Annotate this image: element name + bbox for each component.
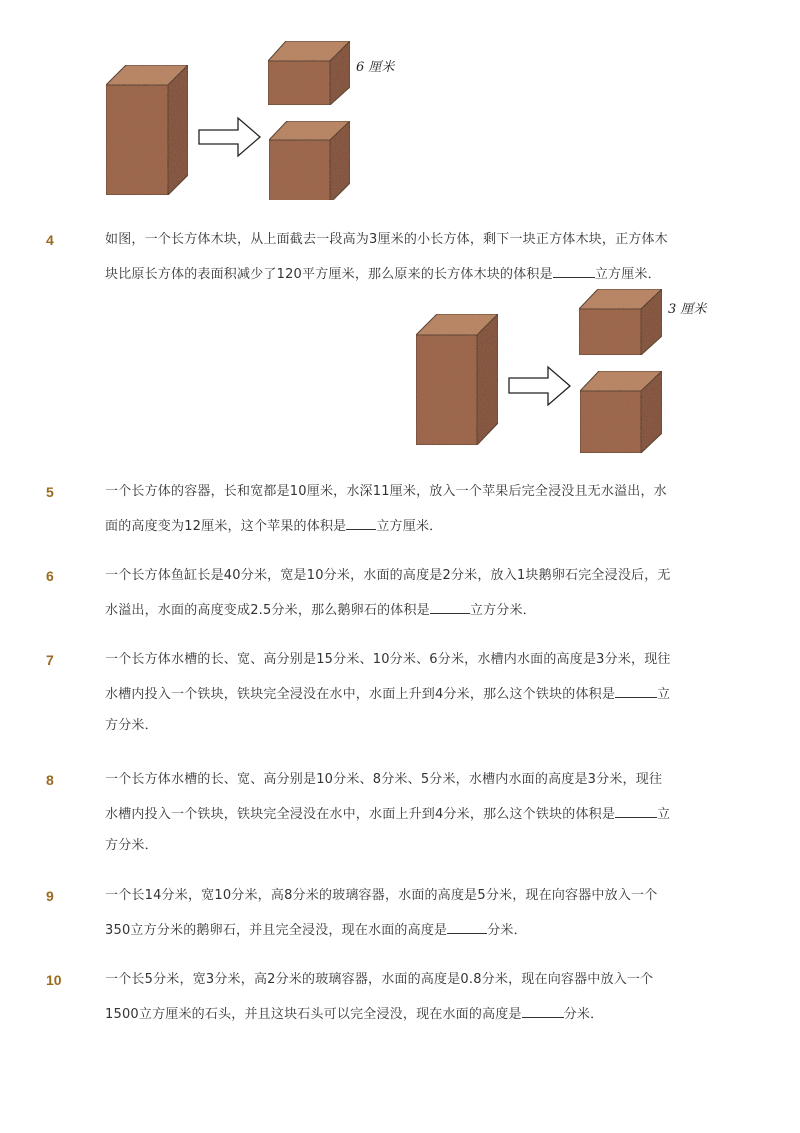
answer-blank[interactable]	[553, 263, 595, 278]
question-text: 1500立方厘米的石头，并且这块石头可以完全浸没，现在水面的高度是	[105, 1007, 522, 1022]
cube-bottom	[269, 121, 350, 200]
question-text-unit: 立	[657, 687, 671, 702]
question-text-unit: 立	[657, 807, 671, 822]
small-box-top	[268, 41, 350, 105]
question-text: 方分米．	[105, 838, 158, 853]
question-line	[105, 650, 671, 670]
figure-1	[100, 35, 420, 200]
question-line	[105, 683, 670, 705]
question-text: 350立方分米的鹅卵石，并且完全浸没，现在水面的高度是	[105, 923, 448, 938]
question-text-unit: 立方厘米．	[376, 519, 443, 534]
question-text: 一个长方体的容器，长和宽都是10厘米，水深11厘米，放入一个苹果后完全浸没且无水溢出，水	[105, 484, 667, 499]
answer-blank[interactable]	[615, 803, 657, 818]
arrow-icon	[199, 118, 260, 156]
cube-bottom	[580, 371, 662, 453]
answer-blank[interactable]	[522, 1003, 564, 1018]
question-line	[105, 599, 536, 621]
question-text: 水槽内投入一个铁块，铁块完全浸没在水中，水面上升到4分米，那么这个铁块的体积是	[105, 687, 616, 702]
question-text-unit: 立方厘米．	[594, 267, 661, 282]
question-line	[105, 919, 527, 941]
question-text: 一个长5分米，宽3分米，高2分米的玻璃容器，水面的高度是0.8分米，现在向容器中放入一个	[105, 972, 654, 987]
question-text: 一个长方体水槽的长、宽、高分别是10分米、8分米、5分米，水槽内水面的高度是3分米，现往	[105, 772, 663, 787]
small-box-top	[579, 289, 662, 355]
question-text: 一个长方体水槽的长、宽、高分别是15分米、10分米、6分米，水槽内水面的高度是3分米，现往	[105, 652, 671, 667]
question-line	[105, 886, 657, 906]
question-text: 块比原长方体的表面积减少了120平方厘米，那么原来的长方体木块的体积是	[105, 267, 553, 282]
arrow-icon	[509, 367, 570, 405]
answer-blank[interactable]	[430, 599, 470, 614]
question-number: 5	[46, 484, 54, 500]
question-text-unit: 立方分米．	[469, 603, 536, 618]
answer-blank[interactable]	[615, 683, 657, 698]
question-text: 如图，一个长方体木块，从上面截去一段高为3厘米的小长方体，剩下一块正方体木块，正方体木	[105, 232, 668, 247]
tall-box	[106, 65, 188, 195]
question-number: 10	[46, 972, 62, 988]
question-line	[105, 803, 670, 825]
question-line	[105, 566, 671, 586]
question-text-unit: 分米．	[487, 923, 527, 938]
question-text: 水槽内投入一个铁块，铁块完全浸没在水中，水面上升到4分米，那么这个铁块的体积是	[105, 807, 616, 822]
question-number: 6	[46, 568, 54, 584]
question-text-unit: 分米．	[563, 1007, 604, 1022]
question-text: 一个长14分米，宽10分米，高8分米的玻璃容器，水面的高度是5分米，现在向容器中放入一个	[105, 888, 658, 903]
question-number: 7	[46, 652, 54, 668]
question-line	[105, 1003, 603, 1025]
dimension-label-6cm: 6 厘米	[356, 60, 395, 75]
question-line	[105, 716, 158, 736]
question-line	[105, 970, 653, 990]
question-text: 水溢出，水面的高度变成2.5分米，那么鹅卵石的体积是	[105, 603, 430, 618]
question-line	[105, 515, 442, 537]
question-line	[105, 263, 661, 285]
tall-box	[416, 314, 498, 445]
figure-2	[410, 283, 730, 458]
question-number: 4	[46, 232, 54, 248]
question-number: 9	[46, 888, 54, 904]
question-line	[105, 836, 158, 856]
question-line	[105, 770, 662, 790]
dimension-label-3cm: 3 厘米	[668, 302, 707, 317]
question-text: 方分米．	[105, 718, 158, 733]
question-line	[105, 482, 667, 502]
question-line	[105, 230, 668, 250]
question-text: 面的高度变为12厘米，这个苹果的体积是	[105, 519, 347, 534]
question-text: 一个长方体鱼缸长是40分米，宽是10分米，水面的高度是2分米，放入1块鹅卵石完全浸没后，无	[105, 568, 671, 583]
question-number: 8	[46, 772, 54, 788]
answer-blank[interactable]	[447, 919, 487, 934]
answer-blank[interactable]	[346, 515, 376, 530]
